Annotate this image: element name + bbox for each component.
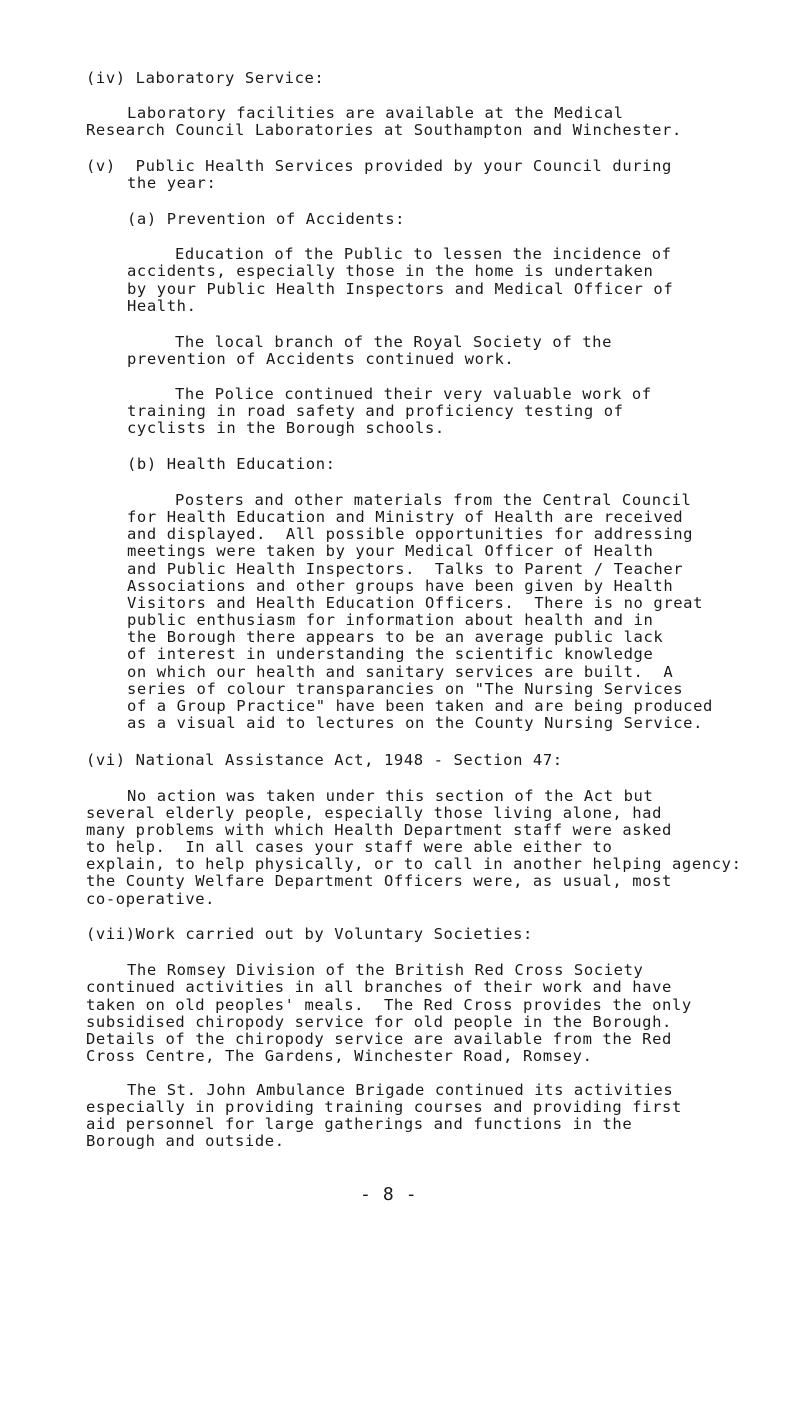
section-iv-heading: (iv) Laboratory Service: [86, 69, 325, 87]
paragraph-line: of a Group Practice" have been taken and are being produced [127, 697, 713, 715]
paragraph-line: for Health Education and Ministry of Health are received [127, 508, 684, 526]
paragraph-line: to help. In all cases your staff were able either to [86, 838, 613, 856]
page-number: - 8 - [360, 1184, 418, 1205]
paragraph-line: explain, to help physically, or to call in another helping agency: [86, 855, 742, 873]
paragraph-line: The local branch of the Royal Society of the [175, 333, 612, 351]
paragraph-line: by your Public Health Inspectors and Medical Officer of [127, 280, 674, 298]
paragraph-line: Visitors and Health Education Officers. There is no great [127, 594, 704, 612]
paragraph-line: the County Welfare Department Officers were, as usual, most [86, 872, 672, 890]
paragraph-line: Details of the chiropody service are available from the Red [86, 1030, 672, 1048]
paragraph-line: Associations and other groups have been given by Health [127, 577, 674, 595]
section-v-heading: (v) Public Health Services provided by your Council during [86, 157, 672, 175]
paragraph-line: Health. [127, 297, 197, 315]
paragraph-line: Borough and outside. [86, 1132, 285, 1150]
paragraph-line: The Police continued their very valuable work of [175, 385, 652, 403]
paragraph-line: The St. John Ambulance Brigade continued its activities [127, 1081, 674, 1099]
paragraph-line: on which our health and sanitary services are built. A [127, 663, 674, 681]
paragraph-line: public enthusiasm for information about health and in [127, 611, 654, 629]
paragraph-line: prevention of Accidents continued work. [127, 350, 515, 368]
paragraph-line: Cross Centre, The Gardens, Winchester Road, Romsey. [86, 1047, 593, 1065]
paragraph-line: and displayed. All possible opportunities for addressing [127, 525, 694, 543]
paragraph-line: especially in providing training courses and providing first [86, 1098, 682, 1116]
paragraph-line: as a visual aid to lectures on the County Nursing Service. [127, 714, 704, 732]
paragraph-line: the Borough there appears to be an average public lack [127, 628, 664, 646]
paragraph-line: several elderly people, especially those living alone, had [86, 804, 663, 822]
section-v-heading: the year: [127, 174, 217, 192]
paragraph-line: and Public Health Inspectors. Talks to Parent / Teacher [127, 560, 684, 578]
paragraph-line: The Romsey Division of the British Red Cross Society [127, 961, 644, 979]
paragraph-line: aid personnel for large gatherings and functions in the [86, 1115, 633, 1133]
paragraph-line: many problems with which Health Department staff were asked [86, 821, 672, 839]
paragraph-line: meetings were taken by your Medical Officer of Health [127, 542, 654, 560]
paragraph-line: subsidised chiropody service for old people in the Borough. [86, 1013, 672, 1031]
section-iv-line: Research Council Laboratories at Southampton and Winchester. [86, 121, 682, 139]
paragraph-line: accidents, especially those in the home is undertaken [127, 262, 654, 280]
section-vii-heading: (vii)Work carried out by Voluntary Societies: [86, 925, 533, 943]
paragraph-line: Education of the Public to lessen the incidence of [175, 245, 672, 263]
paragraph-line: series of colour transparancies on "The Nursing Services [127, 680, 684, 698]
section-iv-line: Laboratory facilities are available at the Medical [127, 104, 624, 122]
paragraph-line: No action was taken under this section of the Act but [127, 787, 654, 805]
paragraph-line: cyclists in the Borough schools. [127, 419, 445, 437]
section-vi-heading: (vi) National Assistance Act, 1948 - Section 47: [86, 751, 563, 769]
paragraph-line: Posters and other materials from the Central Council [175, 491, 692, 509]
paragraph-line: training in road safety and proficiency testing of [127, 402, 624, 420]
paragraph-line: taken on old peoples' meals. The Red Cross provides the only [86, 996, 692, 1014]
paragraph-line: co-operative. [86, 890, 216, 908]
paragraph-line: continued activities in all branches of their work and have [86, 978, 672, 996]
subsection-b-heading: (b) Health Education: [127, 455, 336, 473]
paragraph-line: of interest in understanding the scientific knowledge [127, 645, 654, 663]
subsection-a-heading: (a) Prevention of Accidents: [127, 210, 406, 228]
